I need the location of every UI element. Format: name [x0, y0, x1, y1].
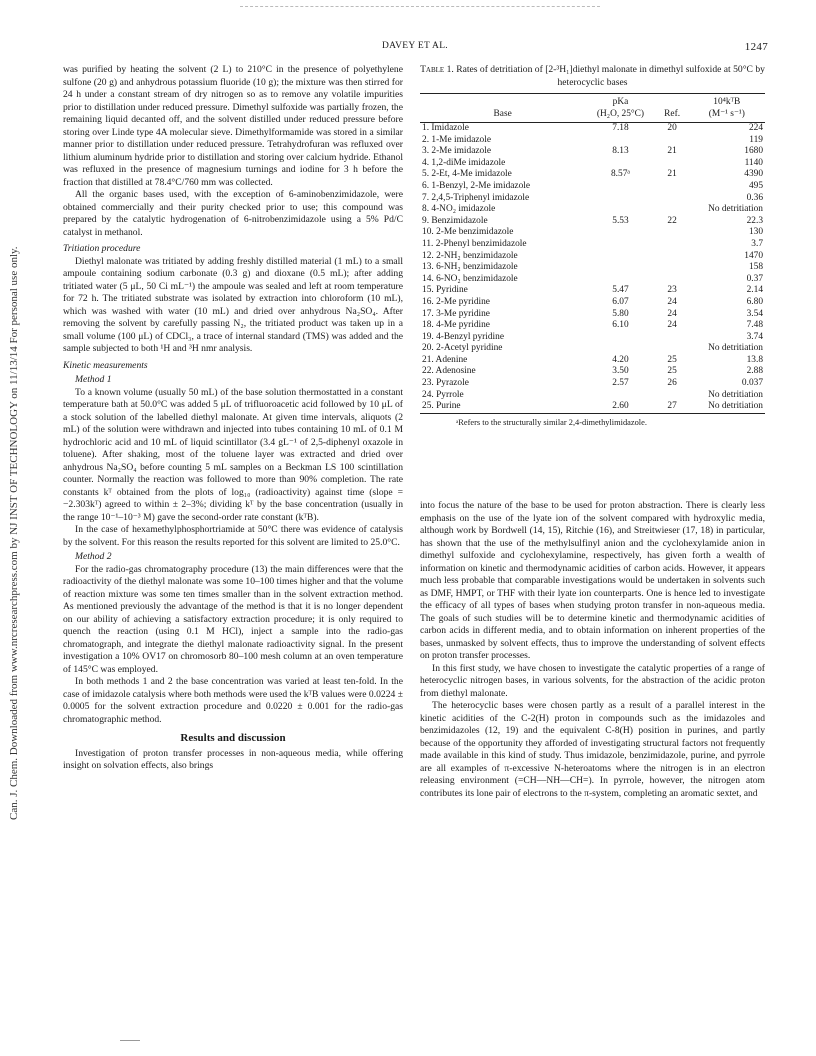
cell-pka: 3.50 [612, 366, 629, 377]
cell-pka [585, 251, 655, 263]
cell-ref: 26 [667, 378, 677, 389]
paragraph: In the case of hexamethylphosphortriamide at 50°C there was evidence of catalysis by the solvent. For this reason the results reported for this solvent are limited to 25.0°C. [63, 524, 403, 548]
cell-ref [656, 181, 689, 193]
cell-k: 2.14 [746, 285, 763, 296]
cell-k: 1140 [744, 157, 763, 168]
cell-pka: 5.47 [612, 285, 629, 296]
cell-base: 5. 2-Et, 4-Me imidazole [422, 169, 512, 180]
cell-base: 19. 4-Benzyl pyridine [422, 331, 505, 342]
cell-k: 1680 [744, 146, 763, 157]
cell-k: 3.54 [746, 308, 763, 319]
table-row [420, 204, 765, 216]
cell-ref [656, 343, 689, 355]
table-row [420, 169, 765, 181]
cell-pka [585, 274, 655, 286]
cell-ref [656, 227, 689, 239]
cell-ref: 21 [667, 146, 677, 157]
cell-pka [585, 181, 655, 193]
cell-ref [656, 332, 689, 344]
cell-ref [656, 135, 689, 147]
table-footnote: ᵃRefers to the structurally similar 2,4-dimethylimidazole. [456, 417, 647, 427]
header-ref: Ref. [656, 94, 689, 123]
header-pka: pKa (H₂O, 25°C) [585, 94, 655, 123]
table-row [420, 251, 765, 263]
cell-base: 4. 1,2-diMe imidazole [422, 157, 506, 168]
cell-base: 21. Adenine [422, 354, 468, 365]
cell-base: 23. Pyrazole [422, 378, 469, 389]
cell-k: 224 [748, 123, 763, 133]
cell-ref [656, 158, 689, 170]
cell-pka [585, 343, 655, 355]
table-label: Table 1. [420, 64, 454, 75]
cell-pka: 7.18 [612, 123, 629, 133]
table-row [420, 181, 765, 193]
cell-ref: 24 [667, 296, 677, 307]
section-heading: Tritiation procedure [63, 243, 141, 254]
table-row [420, 297, 765, 309]
table-row [420, 355, 765, 367]
subsection-heading: Method 1 [75, 374, 112, 385]
cell-k: 0.36 [746, 192, 763, 203]
cell-base: 7. 2,4,5-Triphenyl imidazole [422, 192, 530, 203]
cell-pka [585, 239, 655, 251]
paragraph: Diethyl malonate was tritiated by adding freshly distilled material (1 mL) to a small ampoule containing sodium carbonate (0.3 g) and dioxane (0.5 mL); after adding tritiated water (5 μL, 50 Ci mL⁻¹) the ampoule was sealed and left at room temperature for 72 h. The tritiated substrate was isolated by extraction into chloroform (10 mL), which was washed with water (10 mL) and dried over anhydrous Na₂SO₄. After removing the solvent by carefully passing N₂, the tritiated product was taken up in a small volume (100 μL) of CDCl₃, a trace of internal standard (TMS) was added and the sample subjected to both ¹H and ³H nmr analysis. [63, 255, 403, 354]
table-row [420, 123, 765, 135]
cell-k: 22.3 [746, 215, 763, 226]
rates-table [420, 93, 765, 414]
cell-base: 18. 4-Me pyridine [422, 320, 490, 331]
paragraph: was purified by heating the solvent (2 L) to 210°C in the presence of polyethylene sulfone (20 g) and anhydrous potassium fluoride (10 g); the mixture was then stirred for 24 h under a constant stream of dry nitrogen so as to remove any volatile impurities prior to distillation under reduced pressure. Dimethyl sulfoxide was partially frozen, the remaining liquid decanted off, and the solvent distilled under reduced pressure before storing over Linde type 4A molecular sieve. Dimethylformamide was stored in a similar manner prior to distillation under reduced pressure. Tetrahydrofuran was refluxed over lithium aluminum hydride prior to distillation and storing over calcium hydride. Ethanol was refluxed in the presence of magnesium turnings and iodine for 3 h before the fraction that distilled at 78.4°C/760 mm was collected. [63, 64, 403, 188]
paragraph: For the radio-gas chromatography procedure (13) the main differences were that the radioactivity of the diethyl malonate was some 10–100 times higher and that the volume of reaction mixture was some ten times smaller than in the solvent extraction method. As mentioned previously the advantage of the method is that it is no longer dependent on our ability of achieving a satisfactory extraction procedure; it is only required to quench the reaction (using 0.1 M HCl), inject a sample into the radio-gas chromatograph, and integrate the diethyl malonate radioactivity signal. In the present investigation a 10% OV17 on chromosorb 80–100 mesh column at an oven temperature of 145°C was employed. [63, 563, 403, 675]
header-rule [240, 6, 600, 7]
cell-k: No detritiation [708, 401, 763, 412]
cell-k: 7.48 [746, 320, 763, 331]
paragraph: into focus the nature of the base to be used for proton abstraction. There is clearly less emphasis on the use of the lyate ion of the solvent compared with hydroxylic media, although work by Bordwell (14, 15), Ritchie (16), and Streitwieser (17, 18) in particular, has shown that the use of the methylsulfinyl anion and the cyclohexylamide anion in dimethyl sulfoxide and cyclohexylamine, respectively, has given forth a wealth of information on kinetic and thermodynamic acidities of carbon acids. However, it appears much less probable that comparable investigations would be undertaken in solvents such as DMF, HMPT, or THF with their lyate ion counterparts. One is hence led to investigate the efficacy of all types of bases when studying proton transfer in non-aqueous media. The goals of such studies will be to determine kinetic and thermodynamic acidities of carbon acids in different media, and to obtain information on inherent properties of the bases, unmasked by solvent effects, thus to improve the understanding of solvent effects on proton transfer processes. [420, 500, 765, 661]
cell-ref: 20 [667, 123, 677, 133]
cell-ref: 24 [667, 320, 677, 331]
table-caption [420, 64, 765, 89]
table-row [420, 320, 765, 332]
cell-ref [656, 390, 689, 402]
cell-k: 3.7 [751, 238, 763, 249]
header-base: Base [420, 94, 585, 123]
cell-pka: 5.53 [612, 215, 629, 226]
running-title: DAVEY ET AL. [382, 41, 448, 51]
cell-ref [656, 262, 689, 274]
cell-ref [656, 193, 689, 205]
table-row [420, 309, 765, 321]
cell-base: 17. 3-Me pyridine [422, 308, 490, 319]
table-row [420, 216, 765, 228]
cell-base: 14. 6-NO₂ benzimidazole [422, 273, 518, 284]
table-row [420, 146, 765, 158]
cell-k: 13.8 [746, 354, 763, 365]
cell-base: 10. 2-Me benzimidazole [422, 227, 514, 238]
cell-pka [585, 227, 655, 239]
table-caption-text: Rates of detritiation of [2-³H₁]diethyl malonate in dimethyl sulfoxide at 50°C by heterocyclic bases [456, 64, 765, 88]
cell-k: 6.80 [746, 296, 763, 307]
cell-pka [585, 332, 655, 344]
cell-base: 1. Imidazole [422, 123, 469, 133]
cell-base: 24. Pyrrole [422, 389, 464, 400]
cell-pka [585, 158, 655, 170]
cell-base: 13. 6-NH₂ benzimidazole [422, 262, 518, 273]
section-heading-results: Results and discussion [180, 732, 286, 744]
cell-pka [585, 204, 655, 216]
cell-pka [585, 135, 655, 147]
cell-k: 119 [749, 134, 763, 145]
right-column [420, 500, 765, 800]
table-row [420, 158, 765, 170]
cell-base: 25. Purine [422, 401, 461, 412]
cell-pka: 6.10 [612, 320, 629, 331]
paragraph: Investigation of proton transfer processes in non-aqueous media, while offering insight on solvation effects, also brings [63, 747, 403, 771]
page-number: 1247 [744, 41, 768, 53]
cell-base: 8. 4-NO₂ imidazole [422, 204, 496, 215]
cell-k: 0.037 [741, 378, 763, 389]
cell-k: 2.88 [746, 366, 763, 377]
cell-base: 20. 2-Acetyl pyridine [422, 343, 503, 354]
cell-k: 1470 [744, 250, 763, 261]
cell-pka [585, 193, 655, 205]
cell-ref [656, 251, 689, 263]
header-k: 10⁴kᵀB (M⁻¹ s⁻¹) [689, 94, 765, 123]
left-column [63, 64, 403, 773]
cell-ref: 25 [667, 366, 677, 377]
table-row [420, 378, 765, 390]
paragraph: To a known volume (usually 50 mL) of the base solution thermostatted in a constant temperature bath at 50.0°C was added 5 μL of trifluoroacetic acid followed by 10 μL of a stock solution of the labelled diethyl malonate. At given time intervals, aliquots (2 mL) of the solution were withdrawn and injected into tubes containing 10 mL of 0.1 M hydrochloric acid and 10 mL of liquid scintillator (3.4 gL⁻¹ of 2,5-diphenyl oxazole in toluene). After shaking, most of the toluene layer was extracted and dried over anhydrous Na₂SO₄ before counting 5 mL samples on a Beckman LS 100 scintillation counter. Normally the reaction was followed to more than 90% completion. The rate constants kᵀ obtained from the plots of log₁₀ (radioactivity) against time (slope = −2.303kᵀ) agreed to within ± 2–3%; dividing kᵀ by the base concentration (usually in the range 10⁻¹–10⁻³ M) gave the second-order rate constant (kᵀB). [63, 386, 403, 523]
cell-base: 6. 1-Benzyl, 2-Me imidazole [422, 180, 531, 191]
cell-base: 16. 2-Me pyridine [422, 296, 490, 307]
table-row [420, 366, 765, 378]
cell-k: 495 [748, 180, 763, 191]
cell-k: No detritiation [708, 343, 763, 354]
table-row [420, 274, 765, 286]
table-row [420, 390, 765, 402]
cell-pka: 5.80 [612, 308, 629, 319]
table-block [420, 64, 765, 429]
cell-ref: 21 [667, 169, 677, 180]
table-row [420, 227, 765, 239]
cell-base: 15. Pyridine [422, 285, 468, 296]
cell-pka: 2.60 [612, 401, 629, 412]
download-sidebar [2, 246, 42, 820]
cell-pka: 6.07 [612, 296, 629, 307]
cell-ref [656, 239, 689, 251]
cell-pka: 2.57 [612, 378, 629, 389]
cell-k: 0.37 [746, 273, 763, 284]
cell-k: No detritiation [708, 204, 763, 215]
cell-ref: 25 [667, 354, 677, 365]
cell-pka: 4.20 [612, 354, 629, 365]
cell-base: 12. 2-NH₂ benzimidazole [422, 250, 518, 261]
table-row [420, 262, 765, 274]
cell-ref: 24 [667, 308, 677, 319]
footer-mark [120, 1040, 140, 1041]
cell-base: 2. 1-Me imidazole [422, 134, 491, 145]
subsection-heading: Method 2 [75, 551, 112, 562]
paragraph: In this first study, we have chosen to investigate the catalytic properties of a range of heterocyclic nitrogen bases, in various solvents, for the abstraction of the acidic proton from diethyl malonate. [420, 662, 765, 699]
table-row [420, 239, 765, 251]
cell-pka [585, 262, 655, 274]
section-heading: Kinetic measurements [63, 359, 148, 371]
cell-k: 130 [748, 227, 763, 238]
cell-base: 22. Adenosine [422, 366, 476, 377]
cell-k: 158 [748, 262, 763, 273]
table-body [420, 123, 765, 414]
cell-ref [656, 274, 689, 286]
cell-k: 4390 [744, 169, 763, 180]
paragraph: The heterocyclic bases were chosen partly as a result of a parallel interest in the kinetic acidities of the C-2(H) proton in compounds such as the imidazoles and benzimidazoles (12, 19) and the equivalent C-8(H) position in purines, and partly because of the opportunity they afforded of investigating structural factors not frequently made available in this kind of study. Thus imidazole, benzimidazole, purine, and pyrrole are all examples of π-excessive N-heteroatoms where the nitrogen is in an electron releasing environment (=CH—NH—CH=). In pyrrole, however, the nitrogen atom contributes its lone pair of electrons to the π-system, completing an aromatic sextet, and [420, 700, 765, 799]
cell-k: 3.74 [746, 331, 763, 342]
cell-k: No detritiation [708, 389, 763, 400]
table-row [420, 401, 765, 413]
cell-pka: 8.13 [612, 146, 629, 157]
paragraph: All the organic bases used, with the exception of 6-aminobenzimidazole, were obtained commercially and their purity checked prior to use; this compound was prepared by the catalytic hydrogenation of 6-nitrobenzimidazole using a 5% Pd/C catalyst in methanol. [63, 189, 403, 238]
cell-ref: 27 [667, 401, 677, 412]
cell-base: 9. Benzimidazole [422, 215, 488, 226]
cell-ref [656, 204, 689, 216]
table-row [420, 285, 765, 297]
cell-base: 11. 2-Phenyl benzimidazole [422, 238, 527, 249]
cell-pka: 8.57ᵃ [610, 169, 630, 180]
table-row [420, 135, 765, 147]
table-row [420, 193, 765, 205]
cell-base: 3. 2-Me imidazole [422, 146, 491, 157]
paragraph: In both methods 1 and 2 the base concentration was varied at least ten-fold. In the case of imidazole catalysis where both methods were used the kᵀB values were 0.0224 ± 0.0005 for the solvent extraction procedure and 0.0220 ± 0.001 for the radio-gas chromatographic method. [63, 676, 403, 725]
cell-ref: 23 [667, 285, 677, 296]
cell-pka [585, 390, 655, 402]
table-row [420, 332, 765, 344]
cell-ref: 22 [667, 215, 677, 226]
download-notice: Can. J. Chem. Downloaded from www.nrcresearchpress.com by NJ INST OF TECHNOLOGY on 11/13/14 For personal use only. [8, 246, 20, 820]
table-row [420, 343, 765, 355]
